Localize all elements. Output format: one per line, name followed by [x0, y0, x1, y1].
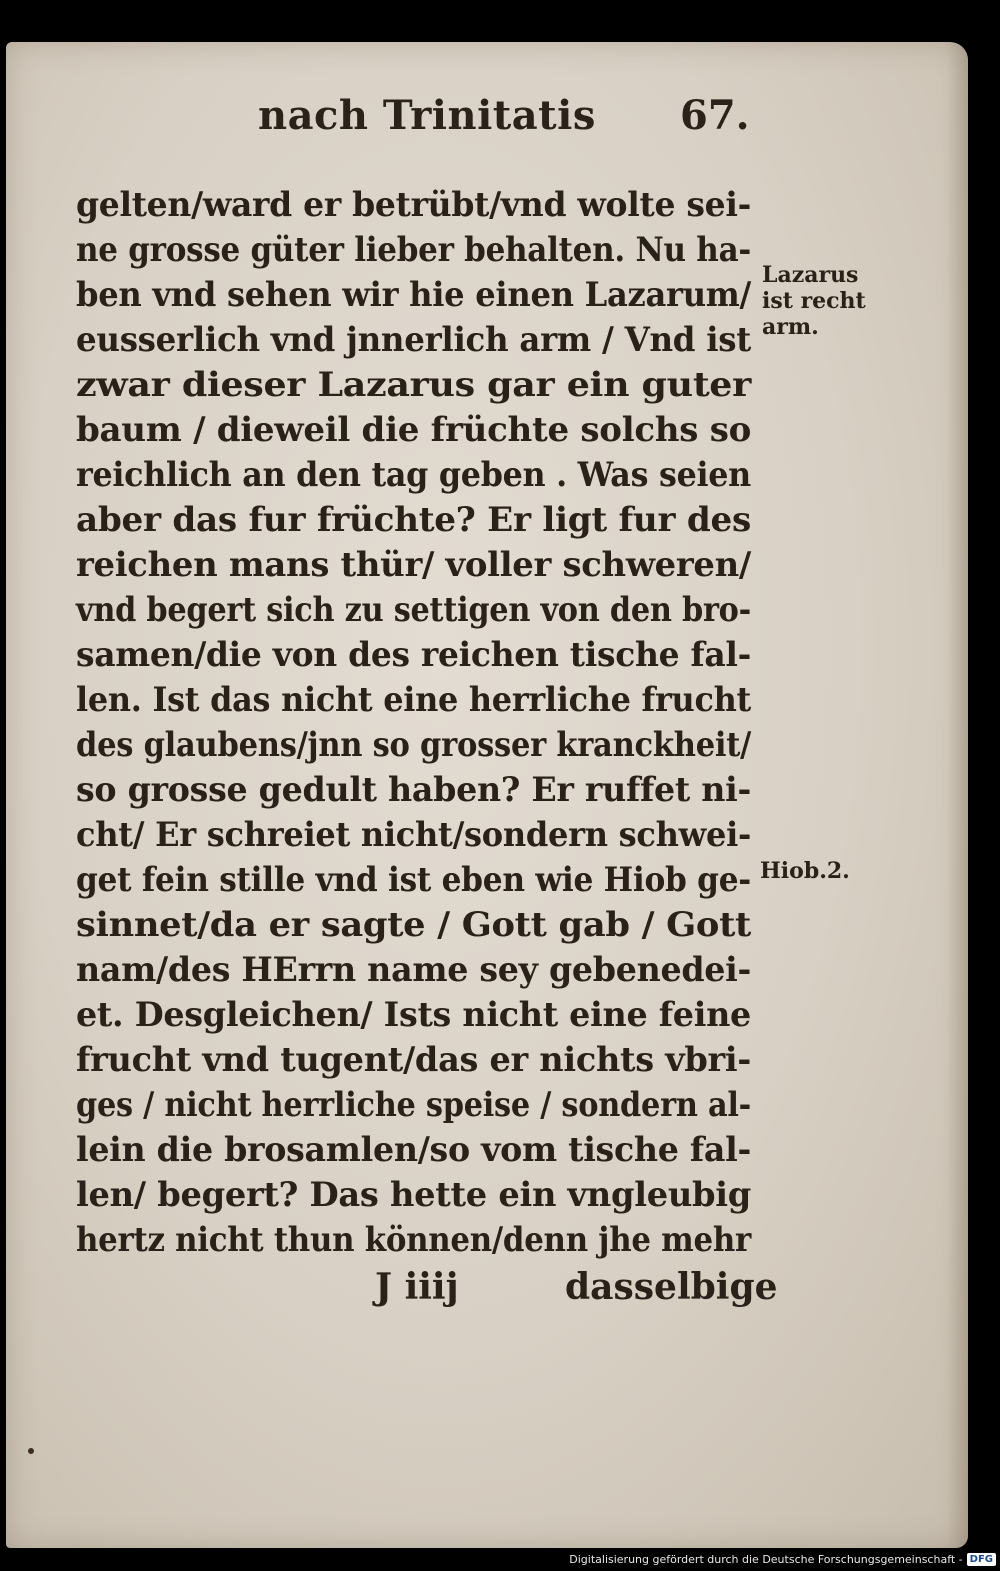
- text-line: samen/die von des reichen tische fal-: [76, 635, 751, 675]
- text-line: gelten/ward er betrübt/vnd wolte sei-: [76, 185, 751, 225]
- margin-note-line: arm.: [762, 314, 819, 340]
- text-line: len. Ist das nicht eine herrliche frucht: [76, 680, 751, 720]
- text-line: et. Desgleichen/ Ists nicht eine feine: [76, 995, 751, 1035]
- text-line: frucht vnd tugent/das er nichts vbri-: [76, 1040, 751, 1080]
- text-line: nam/des HErrn name sey gebenedei-: [76, 950, 751, 990]
- text-line: eusserlich vnd jnnerlich arm / Vnd ist: [76, 320, 751, 360]
- text-line: reichen mans thür/ voller schweren/: [76, 545, 751, 585]
- text-line: get fein stille vnd ist eben wie Hiob ge-: [76, 860, 751, 900]
- text-line: ges / nicht herrliche speise / sondern al-: [76, 1085, 751, 1125]
- text-line: des glaubens/jnn so grosser kranckheit/: [76, 725, 751, 765]
- digitization-credit: [569, 1549, 996, 1569]
- text-line: aber das fur früchte? Er ligt fur des: [76, 500, 751, 540]
- text-line: ben vnd sehen wir hie einen Lazarum/: [76, 275, 751, 315]
- margin-note-line: ist recht: [762, 288, 866, 314]
- text-line: lein die brosamlen/so vom tische fal-: [76, 1130, 751, 1170]
- margin-note-lazarus: [762, 262, 866, 340]
- text-line: reichlich an den tag geben . Was seien: [76, 455, 751, 495]
- page-header: [0, 92, 1000, 152]
- text-line: sinnet/da er sagte / Gott gab / Gott: [76, 905, 751, 945]
- body-text: [76, 183, 751, 1263]
- text-line: hertz nicht thun können/denn jhe mehr: [76, 1220, 751, 1260]
- text-line: baum / dieweil die früchte solchs so: [76, 410, 751, 450]
- dfg-logo: DFG: [967, 1553, 996, 1566]
- page-edge-shadow: [946, 42, 968, 1548]
- text-line: ne grosse güter lieber behalten. Nu ha-: [76, 230, 751, 270]
- margin-note-line: Lazarus: [762, 262, 859, 288]
- text-line: vnd begert sich zu settigen von den bro-: [76, 590, 751, 630]
- running-title: nach Trinitatis: [258, 92, 596, 139]
- ink-speck: [28, 1448, 34, 1454]
- text-line: zwar dieser Lazarus gar ein guter: [76, 365, 751, 405]
- text-line: so grosse gedult haben? Er ruffet ni-: [76, 770, 751, 810]
- margin-note-hiob: Hiob.2.: [760, 858, 850, 884]
- page-footer: [0, 1266, 1000, 1316]
- text-line: cht/ Er schreiet nicht/sondern schwei-: [76, 815, 751, 855]
- page-number: 67.: [680, 92, 750, 139]
- credit-text: Digitalisierung gefördert durch die Deutsche Forschungsgemeinschaft -: [569, 1552, 963, 1566]
- catchword: dasselbige: [565, 1266, 778, 1308]
- text-line: len/ begert? Das hette ein vngleubig: [76, 1175, 751, 1215]
- signature-mark: J iiij: [375, 1266, 459, 1308]
